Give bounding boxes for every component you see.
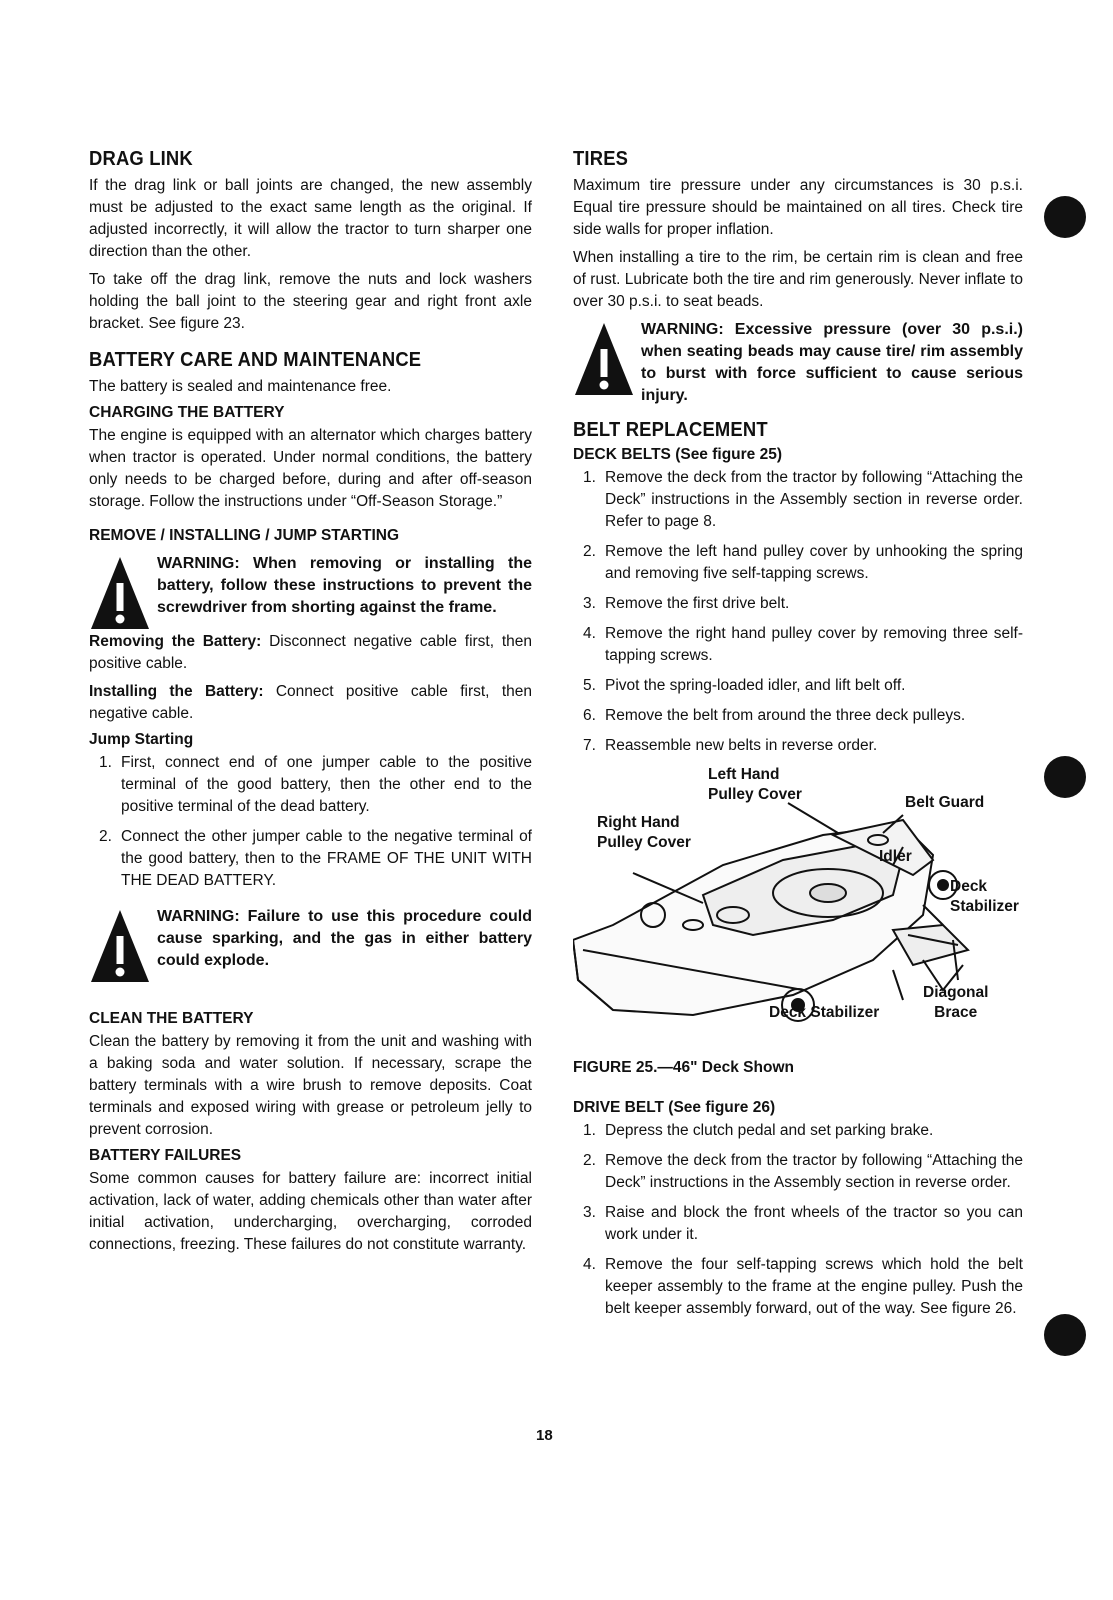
warning-text: WARNING: Excessive pressure (over 30 p.s.i.) when seating beads may cause tire/ rim assembly to burst with force sufficient to cause serious injury. [641, 321, 1023, 404]
warning-block [573, 319, 1023, 407]
list-item [573, 675, 1023, 697]
item-number: 7. [583, 737, 596, 754]
subheading-clean-battery: CLEAN THE BATTERY [89, 1010, 254, 1027]
figure-caption: FIGURE 25.—46" Deck Shown [573, 1059, 794, 1076]
binder-hole-bottom [1044, 1314, 1086, 1356]
item-number: 4. [583, 625, 596, 642]
warning-block [89, 553, 532, 619]
warning-icon [89, 908, 151, 984]
item-number: 2. [583, 1152, 596, 1169]
paragraph: If the drag link or ball joints are changed, the new assembly must be adjusted to the exact same length as the original. If adjusted incorrectly, it will allow the tractor to turn sharper one direction than the other. [89, 177, 532, 260]
item-text: Depress the clutch pedal and set parking brake. [605, 1122, 934, 1139]
list-item [573, 705, 1023, 727]
section-title-battery: BATTERY CARE AND MAINTENANCE [89, 349, 422, 371]
item-number: 3. [583, 1204, 596, 1221]
list-item [573, 735, 1023, 757]
subheading-deck-belts: DECK BELTS (See figure 25) [573, 446, 783, 463]
section-title-tires: TIRES [573, 148, 629, 170]
label-right-hand-pulley-cover: Right Hand Pulley Cover [597, 814, 691, 851]
paragraph-installing [89, 681, 532, 725]
list-item [573, 1150, 1023, 1194]
paragraph: When installing a tire to the rim, be certain rim is clean and free of rust. Lubricate both the tire and rim generously. Never inflate to over 30 p.s.i. to seat beads. [573, 249, 1023, 310]
label-deck-stabilizer-top: Deck Stabilizer [950, 878, 1019, 915]
list-item [573, 1120, 1023, 1142]
item-text: Remove the first drive belt. [605, 595, 790, 612]
item-text: Remove the deck from the tractor by following “Attaching the Deck” instructions in the Assembly section in reverse order. [605, 1152, 1023, 1191]
label-left-hand-pulley-cover: Left Hand Pulley Cover [708, 766, 802, 803]
subheading-drive-belt: DRIVE BELT (See figure 26) [573, 1099, 776, 1116]
list-item [573, 467, 1023, 533]
subheading-remove-installing: REMOVE / INSTALLING / JUMP STARTING [89, 527, 400, 544]
left-column [89, 148, 532, 1262]
list-item [89, 826, 532, 892]
list-item [573, 541, 1023, 585]
label-belt-guard: Belt Guard [905, 794, 985, 811]
deck-steps-list [573, 467, 1023, 757]
item-number: 3. [583, 595, 596, 612]
item-text: Remove the four self-tapping screws which hold the belt keeper assembly to the frame at the engine pulley. Push the belt keeper assembly forward, out of the way. See figure 26. [605, 1256, 1023, 1317]
list-item [573, 1254, 1023, 1320]
item-number: 1. [99, 754, 112, 771]
warning-text: WARNING: When removing or installing the battery, follow these instructions to prevent the screwdriver from shorting against the frame. [157, 555, 532, 616]
list-item [89, 752, 532, 818]
item-number: 2. [583, 543, 596, 560]
right-column [573, 148, 1023, 1328]
section-title-drag-link: DRAG LINK [89, 148, 193, 170]
item-text: Raise and block the front wheels of the tractor so you can work under it. [605, 1204, 1023, 1243]
item-number: 1. [583, 1122, 596, 1139]
binder-hole-top [1044, 196, 1086, 238]
figure-deck-diagram [573, 765, 1023, 1055]
item-text: Reassemble new belts in reverse order. [605, 737, 878, 754]
label-idler: Idler [879, 848, 912, 865]
removing-label: Removing the Battery: [89, 633, 262, 650]
list-item [573, 623, 1023, 667]
paragraph: The engine is equipped with an alternator which charges battery when tractor is operated. Under normal conditions, the battery only needs to be charged before, during and after off-season storage. Follow the instructions under “Off-Season Storage.” [89, 427, 532, 510]
subheading-battery-failures: BATTERY FAILURES [89, 1147, 242, 1164]
paragraph: Clean the battery by removing it from the unit and washing with a baking soda and water solution. If necessary, scrape the battery terminals with a wire brush to remove deposits. Coat terminals and exposed wiring with grease or petroleum jelly to prevent corrosion. [89, 1033, 532, 1138]
item-text: Remove the belt from around the three deck pulleys. [605, 707, 966, 724]
label-deck-stabilizer-bottom: Deck Stabilizer [769, 1004, 880, 1021]
item-text: Remove the deck from the tractor by following “Attaching the Deck” instructions in the Assembly section in reverse order. Refer to page 8. [605, 469, 1023, 530]
subheading-charging: CHARGING THE BATTERY [89, 404, 285, 421]
subheading-jump-starting: Jump Starting [89, 731, 194, 748]
list-item [573, 1202, 1023, 1246]
paragraph-removing [89, 631, 532, 675]
paragraph: The battery is sealed and maintenance free. [89, 378, 392, 395]
item-text: Pivot the spring-loaded idler, and lift belt off. [605, 677, 906, 694]
item-number: 2. [99, 828, 112, 845]
item-number: 5. [583, 677, 596, 694]
item-number: 6. [583, 707, 596, 724]
removing-text: Disconnect negative cable first, then positive cable. [89, 633, 532, 672]
label-diagonal-brace: Diagonal Brace [923, 984, 989, 1021]
item-number: 1. [583, 469, 596, 486]
warning-icon [89, 555, 151, 631]
installing-label: Installing the Battery: [89, 683, 264, 700]
jump-steps-list [89, 752, 532, 892]
drive-steps-list [573, 1120, 1023, 1320]
item-text: Remove the left hand pulley cover by unhooking the spring and removing five self-tapping screws. [605, 543, 1023, 582]
warning-block [89, 906, 532, 972]
binder-hole-middle [1044, 756, 1086, 798]
item-text: Remove the right hand pulley cover by removing three self-tapping screws. [605, 625, 1023, 664]
paragraph: Some common causes for battery failure are: incorrect initial activation, lack of water, adding chemicals other than water after initial activation, undercharging, overcharging, corroded connections, freezing. These failures do not constitute warranty. [89, 1170, 532, 1253]
paragraph: Maximum tire pressure under any circumstances is 30 p.s.i. Equal tire pressure should be maintained on all tires. Check tire side walls for proper inflation. [573, 177, 1023, 238]
section-title-belt-replacement: BELT REPLACEMENT [573, 419, 768, 441]
item-text: First, connect end of one jumper cable to the positive terminal of the good battery, then the other end to the positive terminal of the dead battery. [121, 754, 532, 815]
warning-icon [573, 321, 635, 397]
installing-text: Connect positive cable first, then negative cable. [89, 683, 532, 722]
item-text: Connect the other jumper cable to the negative terminal of the good battery, then to the FRAME OF THE UNIT WITH THE DEAD BATTERY. [121, 828, 532, 889]
list-item [573, 593, 1023, 615]
page-number: 18 [536, 1427, 553, 1444]
warning-text: WARNING: Failure to use this procedure could cause sparking, and the gas in either battery could explode. [157, 908, 532, 969]
paragraph: To take off the drag link, remove the nuts and lock washers holding the ball joint to the steering gear and right front axle bracket. See figure 23. [89, 271, 532, 332]
item-number: 4. [583, 1256, 596, 1273]
